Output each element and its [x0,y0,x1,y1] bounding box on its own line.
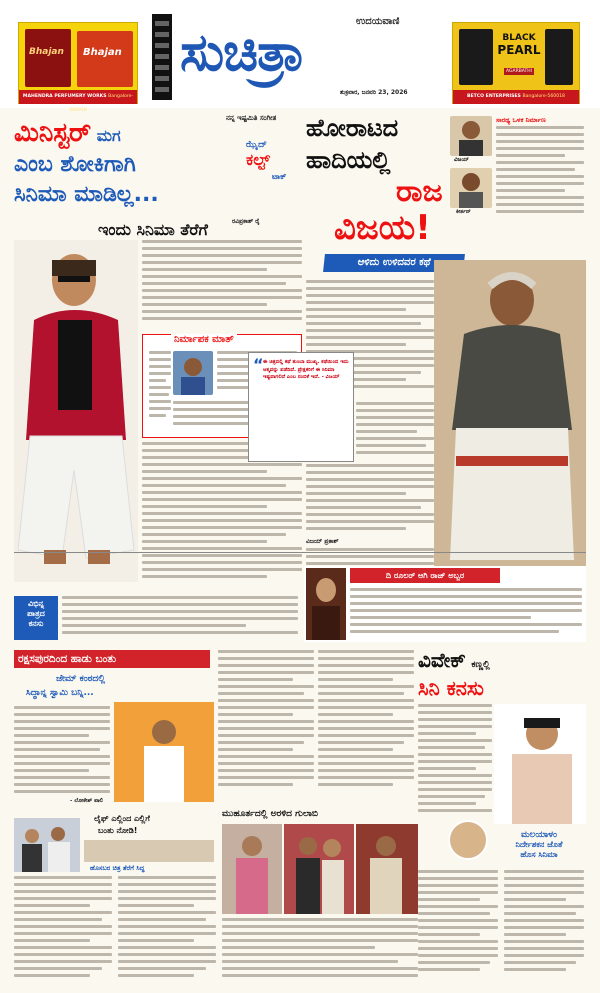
ad-right-footer-name: BETCO ENTERPRISES [467,94,521,99]
ad-right-brand-sub: AGARBATHI [506,69,532,74]
story2-byline: ವಿಜಯ್ ಪ್ರಕಾಶ್ [306,538,339,545]
band-left [14,596,300,640]
story4-badge-l3: ಹೊಸ ಸಿನಿಮಾ [520,850,558,859]
ad-left[interactable] [18,22,138,113]
story6-headline: ಮುಹೂರ್ತದಲ್ಲಿ ಅರಳಿದ ಗುಲಾಬಿ [222,809,318,819]
story6-photo-2 [284,824,354,914]
story5-photo [14,818,80,872]
story4-badge [448,820,488,860]
story2-photo-man [434,260,586,576]
story4 [418,648,586,988]
masthead-top-label: ಉದಯವಾಣಿ [356,16,400,27]
column-pre: ಝೈದ್ [246,140,267,150]
story4-badge-box [492,830,586,866]
band-right [304,566,586,642]
band-right-title: ದಿ ರೂಲರ್ ಆಗಿ ರಾಜ್ ಅಬ್ಬರ [350,568,500,583]
ad-right-pack-2 [545,29,573,85]
portrait-keerthan-label: ಕೀರ್ತನ್ [456,209,471,215]
story2-headline-line1: ಹೋರಾಟದ [306,114,399,142]
story6-text [222,918,418,984]
story2-strap: ಆಳಿದು ಉಳಿದವರ ಕಥೆ [323,254,465,272]
mid-col-2 [318,650,414,800]
band-left-l3: ಕನಸು [28,619,44,628]
story4-photo [494,704,586,824]
story3-quote: - ಲೋಕೇಶ್ ಪಾಲಿ [70,798,104,804]
story2-headline-big2: ವಿಜಯ! [334,208,431,248]
story3 [14,650,214,810]
ad-right-footer [453,90,579,104]
story1-headline-line3: ಸಿನಿಮಾ ಮಾಡಿಲ್ಲ... [14,182,159,207]
story5-subhead: ಹೊಸಬರ ಚಿತ್ರ ತೆರೆಗೆ ಸಿದ್ಧ [90,864,145,872]
story4-text-lower-2 [504,870,584,982]
story4-headline-line2: ಸಿನಿ ಕನಸು [418,676,484,700]
story2-side-title: ಸಾರಥ್ಯ ಒಳಕ ನಿರ್ಮಾಣ [496,116,546,124]
story6-photo-1 [222,824,282,914]
band-right-photo [306,568,346,640]
ad-left-product-pack [77,31,133,87]
story5-headline-1: ಲೈಫ್ ಎಲ್ಲಿಂದ ಎಲ್ಲಿಗೆ [94,814,150,823]
story1-headline-line2: ಎಂಬ ಶೋಕಿಗಾಗಿ [14,152,136,177]
story2-quote-box [248,352,354,462]
column-byline: ರವಿಪ್ರಕಾಶ್ ರೈ [232,218,260,225]
story1-kicker: ಇಂದು ಸಿನಿಮಾ ತೆರೆಗೆ [98,220,208,239]
story2-text-lower [306,464,434,538]
story4-badge-l1: ಮಲಯಾಳಂ [520,830,558,840]
story3-subhead-1: ಜೇಮ್ ಕಂಠದಲ್ಲಿ [56,674,106,684]
ad-right-brand-top: BLACK [502,33,536,43]
ad-right[interactable] [452,22,580,104]
story5-text-1 [14,876,112,986]
story4-headline-line1 [418,648,586,672]
story1-headline-blue: ಮಗ [96,126,121,145]
masthead-logo[interactable]: ಸುಚಿತ್ರಾ [180,23,305,83]
ad-left-footer-city: Bangalore-560018 [69,94,134,113]
ad-left-product-box [25,29,71,87]
story6-photo-3 [356,824,418,914]
story3-photo [114,702,214,802]
story5-headline-2: ಬಂತು ನೋಡಿ! [98,826,138,835]
story4-headline-small: ಕಣ್ಣಲ್ಲಿ [471,660,490,670]
column-post: ಟಾಕ್ [272,172,287,181]
column-name: ಕಲ್ಟ್ [246,150,270,169]
band-right-text [350,588,582,640]
lead-photo-actor [14,240,138,582]
portrait-keerthan [450,168,492,208]
ad-left-footer [19,90,137,113]
band-left-text [62,596,298,640]
band-left-l2: ಪಾತ್ರದ [27,609,45,618]
story2-text-left-2 [356,402,434,462]
story2-headline-big1: ರಾಜ [396,174,443,209]
ad-right-footer-city: Bangalore-560018 [522,94,565,99]
story3-text [14,706,110,806]
story1-text-lower [142,442,302,582]
story6 [222,806,418,988]
ad-left-brand2: Bhajan [83,47,122,58]
portrait-vijay-label: ವಿಜಯ್ [454,157,469,163]
story3-subhead-2: ಸಿದ್ಧಾನ್ನ ಸ್ವಾಮಿ ಬನ್ನಿ... [26,688,94,698]
ad-left-footer-name: MAHENDRA PERFUMERY WORKS [22,94,107,99]
story2-headline-line2: ಹಾದಿಯಲ್ಲಿ [306,146,391,174]
ad-right-pack [459,29,493,85]
portrait-vijay [450,116,492,156]
story4-headline-red: ವಿವೇಕ್ [418,648,466,672]
quote-mark-icon: “ [253,355,264,374]
story4-badge-l2: ನಿರ್ದೇಶಕನ ಜೊತೆ [515,840,563,849]
band-left-l1: ವಿಭಿನ್ನ [27,599,45,608]
producer-box-title: ನಿರ್ಮಾಪಕ ಮಾತ್ [171,334,237,345]
masthead-date: ಶುಕ್ರವಾರ, ಜನವರಿ 23, 2026 [340,89,408,96]
story5-text-2 [118,876,216,986]
story1-headline-red: ಮಿನಿಸ್ಟರ್ [14,118,92,148]
film-strip-icon [152,14,172,100]
story4-text-lower [418,870,498,982]
divider-rule [14,552,586,553]
ad-right-brand-main: PEARL [497,43,541,57]
story2-quote-text: ಈ ಚಿತ್ರದಲ್ಲಿ ಕಥೆ ತುಂಬಾ ಮುಖ್ಯ. ಕಥೆಯಿಂದ ಇದು ಆತ್ಮವನ್ನು ಪಡೆದಿದೆ. ಪ್ರೇಕ್ಷಕರಿಗೆ ಈ ಸಿನಿಮಾ ಇಷ್ಟವಾಗಲಿದೆ ಎಂಬ ನಂಬಿಕೆ ಇದೆ. - ವಿಜಯ್ [263,359,349,381]
ad-right-logo [495,33,543,81]
column-box [226,114,306,226]
story5-photo-2 [84,840,214,862]
story5 [14,814,220,988]
story2-side-text [496,126,584,220]
producer-text-left [149,351,171,431]
masthead [0,0,600,113]
actor-illustration [14,240,138,582]
ad-left-brand1: Bhajan [29,47,64,57]
story4-text [418,704,492,824]
column-top-label: ನನ್ನ ಇಷ್ಟಮಿತಿ ಸಂಗೀತ [226,114,277,122]
story3-headline: ರಕ್ಷಸಪುರದಿಂದ ಹಾಡು ಬಂತು [14,650,210,668]
story1-text-col [142,240,302,330]
band-left-label [14,596,58,640]
producer-photo [173,351,213,395]
mid-col-1 [218,650,314,800]
